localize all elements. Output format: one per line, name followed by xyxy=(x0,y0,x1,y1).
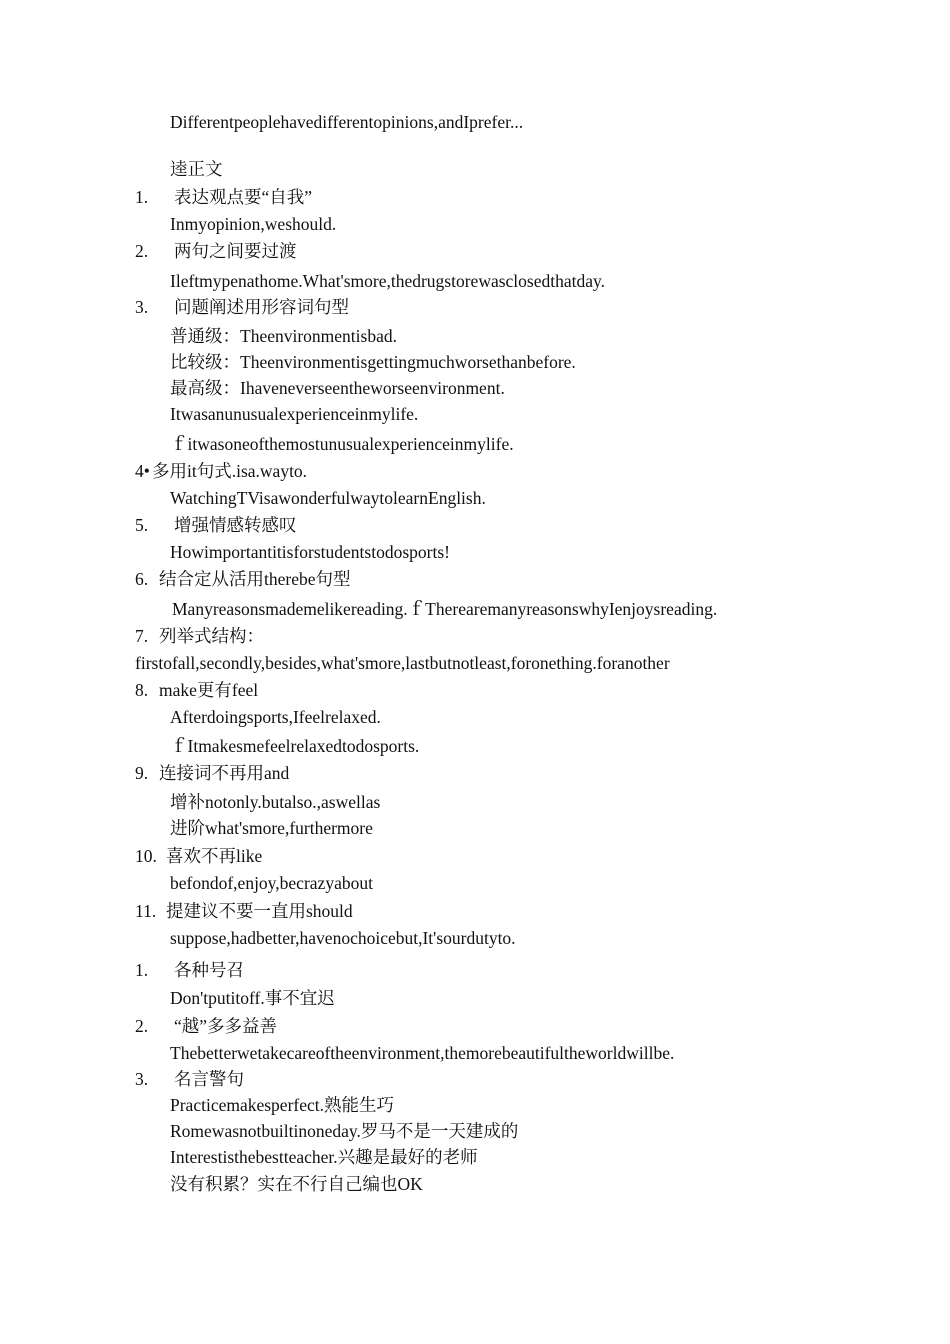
ending-3-quote-3: Interestisthebestteacher.兴趣是最好的老师 xyxy=(170,1147,478,1167)
tip-7-example: firstofall,secondly,besides,what'smore,lastbutnotleast,foronething.foranother xyxy=(135,653,670,673)
tip-10-example: befondof,enjoy,becrazyabout xyxy=(170,873,373,893)
tip-1-number: 1. xyxy=(135,187,149,207)
tip-2-title: 两句之间要过渡 xyxy=(174,241,297,261)
tip-10-number: 10. xyxy=(135,846,157,866)
ending-2-title: “越”多多益善 xyxy=(174,1016,278,1036)
ending-2-example: Thebetterwetakecareoftheenvironment,themorebeautifultheworldwillbe. xyxy=(170,1043,675,1063)
tip-6-example: Manyreasonsmademelikereading.ｆTherearemanyreasonswhyIenjoysreading. xyxy=(172,599,718,619)
tip-6-number: 6. xyxy=(135,569,149,589)
tip-8-number: 8. xyxy=(135,680,149,700)
tip-8-example-upgraded: ｆItmakesmefeelrelaxedtodosports. xyxy=(170,736,420,756)
ending-3-title: 名言警句 xyxy=(174,1069,244,1089)
ending-3-note: 没有积累？实在不行自己编也OK xyxy=(170,1174,423,1194)
tip-11-number: 11. xyxy=(135,901,157,921)
tip-3-example-superlative: 最高级：Ihaveneverseentheworseenvironment. xyxy=(170,378,505,398)
tip-1-example: Inmyopinion,weshould. xyxy=(170,214,337,234)
tip-4-example: WatchingTVisawonderfulwaytolearnEnglish. xyxy=(170,488,486,508)
tip-7-title: 列举式结构： xyxy=(159,626,264,646)
body-heading: 逵正文 xyxy=(170,159,223,179)
tip-6-title: 结合定从活用therebe句型 xyxy=(159,569,351,589)
tip-11-example: suppose,hadbetter,havenochoicebut,It'sourdutyto. xyxy=(170,928,516,948)
tip-7-number: 7. xyxy=(135,626,149,646)
tip-9-example-basic: 增补notonly.butalso.,aswellas xyxy=(170,792,381,812)
tip-5-number: 5. xyxy=(135,515,149,535)
tip-3-example-upgraded: ｆitwasoneofthemostunusualexperienceinmylife. xyxy=(170,434,514,454)
tip-4-title: 多用it句式.isa.wayto. xyxy=(152,461,308,481)
ending-2-number: 2. xyxy=(135,1016,149,1036)
tip-5-title: 增强情感转感叹 xyxy=(174,515,297,535)
tip-8-title: make更有feel xyxy=(159,680,259,700)
tip-10-title: 喜欢不再like xyxy=(166,846,263,866)
ending-1-title: 各种号召 xyxy=(174,960,244,980)
tip-8-example-plain: Afterdoingsports,Ifeelrelaxed. xyxy=(170,707,381,727)
tip-3-number: 3. xyxy=(135,297,149,317)
ending-1-example: Don'tputitoff.事不宜迟 xyxy=(170,988,335,1008)
tip-2-number: 2. xyxy=(135,241,149,261)
ending-1-number: 1. xyxy=(135,960,149,980)
tip-2-example: Ileftmypenathome.What'smore,thedrugstorewasclosedthatday. xyxy=(170,271,605,291)
tip-1-title: 表达观点要“自我” xyxy=(174,187,313,207)
tip-3-title: 问题阐述用形容词句型 xyxy=(174,297,349,317)
tip-4-number: 4• xyxy=(135,461,150,481)
tip-11-title: 提建议不要一直用should xyxy=(166,901,353,921)
intro-sentence: Differentpeoplehavedifferentopinions,andIprefer... xyxy=(170,112,524,132)
tip-3-example-plain: Itwasanunusualexperienceinmylife. xyxy=(170,404,419,424)
tip-9-title: 连接词不再用and xyxy=(159,763,290,783)
tip-9-number: 9. xyxy=(135,763,149,783)
tip-3-example-comparative: 比较级：Theenvironmentisgettingmuchworsethanbefore. xyxy=(170,352,576,372)
ending-3-quote-1: Practicemakesperfect.熟能生巧 xyxy=(170,1095,395,1115)
tip-5-example: Howimportantitisforstudentstodosports! xyxy=(170,542,450,562)
tip-3-example-normal: 普通级：Theenvironmentisbad. xyxy=(170,326,397,346)
ending-3-quote-2: Romewasnotbuiltinoneday.罗马不是一天建成的 xyxy=(170,1121,519,1141)
ending-3-number: 3. xyxy=(135,1069,149,1089)
tip-9-example-advanced: 进阶what'smore,furthermore xyxy=(170,818,373,838)
